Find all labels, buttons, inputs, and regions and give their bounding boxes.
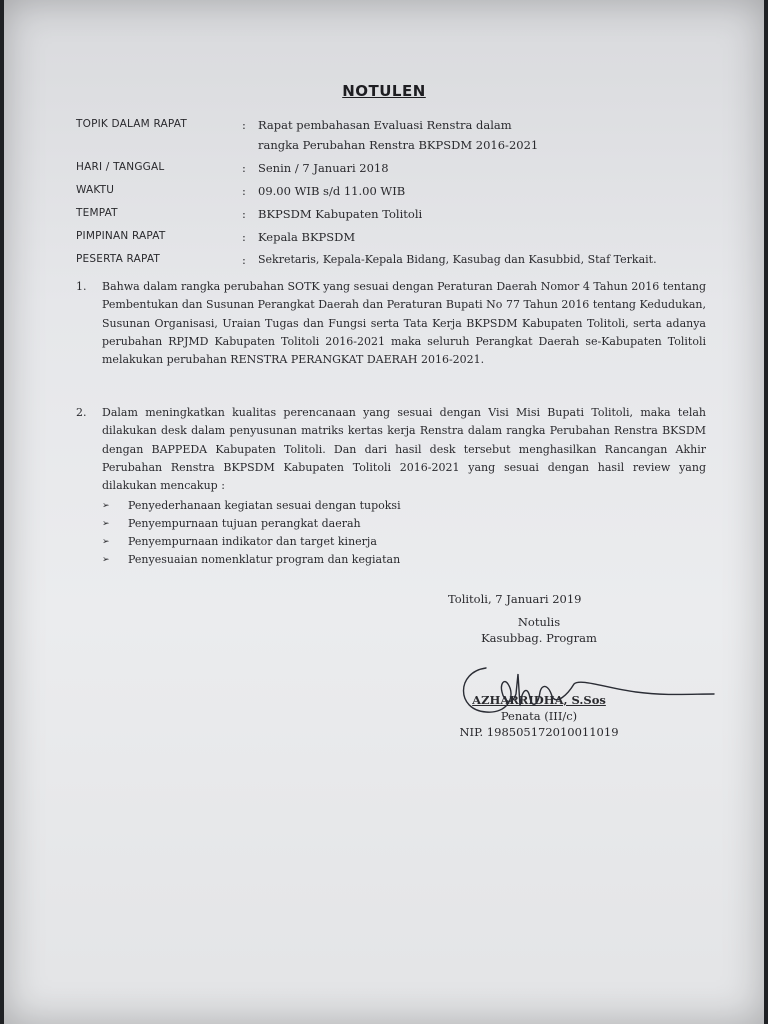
list-item (102, 497, 706, 515)
arrow-bullet-icon: ➢ (102, 501, 110, 512)
info-row-date (76, 161, 716, 178)
info-value: BKPSDM Kabupaten Tolitoli (258, 207, 423, 221)
document-title: NOTULEN (342, 82, 426, 100)
signer-name: AZHARRIDHA, S.Sos (472, 693, 606, 707)
info-value: Sekretaris, Kepala-Kepala Bidang, Kasubag dan Kasubbid, Staf Terkait. (258, 253, 657, 266)
info-value: Kepala BKPSDM (258, 230, 356, 244)
arrow-bullet-icon: ➢ (102, 519, 110, 530)
info-colon: : (242, 161, 246, 175)
list-item-text: Penyesuaian nomenklatur program dan kegiatan (128, 553, 401, 567)
info-value: 09.00 WIB s/d 11.00 WIB (258, 184, 406, 198)
info-label: PIMPINAN RAPAT (76, 230, 166, 242)
signer-rank: Penata (III/c) (500, 709, 578, 723)
info-value: Senin / 7 Januari 2018 (258, 161, 389, 175)
review-list (102, 497, 706, 569)
info-row-topic (76, 118, 716, 155)
paragraph-1 (76, 278, 706, 369)
place-date: Tolitoli, 7 Januari 2019 (448, 592, 582, 606)
paragraph-number: 1. (76, 280, 87, 293)
info-label: TOPIK DALAM RAPAT (76, 118, 187, 130)
info-colon: : (242, 207, 246, 221)
info-label: HARI / TANGGAL (76, 161, 165, 173)
info-row-time (76, 184, 716, 201)
paragraph-number: 2. (76, 406, 87, 419)
list-item (102, 533, 706, 551)
info-label: TEMPAT (76, 207, 118, 219)
list-item-text: Penyempurnaan tujuan perangkat daerah (128, 517, 361, 531)
arrow-bullet-icon: ➢ (102, 555, 110, 566)
paragraph-text: Bahwa dalam rangka perubahan SOTK yang sesuai dengan Peraturan Daerah Nomor 4 Tahun 2016 tentang Pembentukan dan Susunan Perangkat Daerah dan Peraturan Bupati No 77 Tahun 2016 tentang Kedudukan, Susunan Organisasi, Uraian Tugas dan Fungsi serta Tata Kerja BKPSDM Kabupaten Tolitoli, serta adanya perubahan RPJMD Kabupaten Tolitoli 2016-2021 maka seluruh Perangkat Daerah se-Kabupaten Tolitoli melakukan perubahan RENSTRA PERANGKAT DAERAH 2016-2021. (102, 280, 706, 367)
paragraph-2 (76, 404, 706, 569)
signer-position: Kasubbag. Program (481, 631, 597, 645)
list-item (102, 515, 706, 533)
handwritten-signature-icon (456, 648, 718, 718)
info-label: PESERTA RAPAT (76, 253, 161, 265)
meeting-info (76, 118, 716, 276)
signer-role: Notulis (517, 615, 561, 629)
info-row-participants (76, 253, 716, 270)
info-row-place (76, 207, 716, 224)
signer-nip: NIP. 198505172010011019 (459, 725, 619, 739)
arrow-bullet-icon: ➢ (102, 537, 110, 548)
list-item (102, 551, 706, 569)
info-label: WAKTU (76, 184, 115, 196)
list-item-text: Penyempurnaan indikator dan target kinerja (128, 535, 377, 549)
info-colon: : (242, 230, 246, 244)
info-row-chair (76, 230, 716, 247)
paragraph-text: Dalam meningkatkan kualitas perencanaan yang sesuai dengan Visi Misi Bupati Tolitoli, maka telah dilakukan desk dalam penyusunan matriks kertas kerja Renstra dalam rangka Perubahan Renstra BKSDM dengan BAPPEDA Kabupaten Tolitoli. Dan dari hasil desk tersebut menghasilkan Rancangan Akhir Perubahan Renstra BKPSDM Kabupaten Tolitoli 2016-2021 yang sesuai dengan hasil review yang dilakukan mencakup : (102, 406, 706, 493)
info-value: Rapat pembahasan Evaluasi Renstra dalam rangka Perubahan Renstra BKPSDM 2016-2021 (258, 118, 539, 152)
list-item-text: Penyederhanaan kegiatan sesuai dengan tupoksi (128, 499, 401, 513)
document-page (4, 0, 764, 1024)
info-colon: : (242, 184, 246, 198)
info-colon: : (242, 118, 246, 132)
info-colon: : (242, 253, 246, 267)
